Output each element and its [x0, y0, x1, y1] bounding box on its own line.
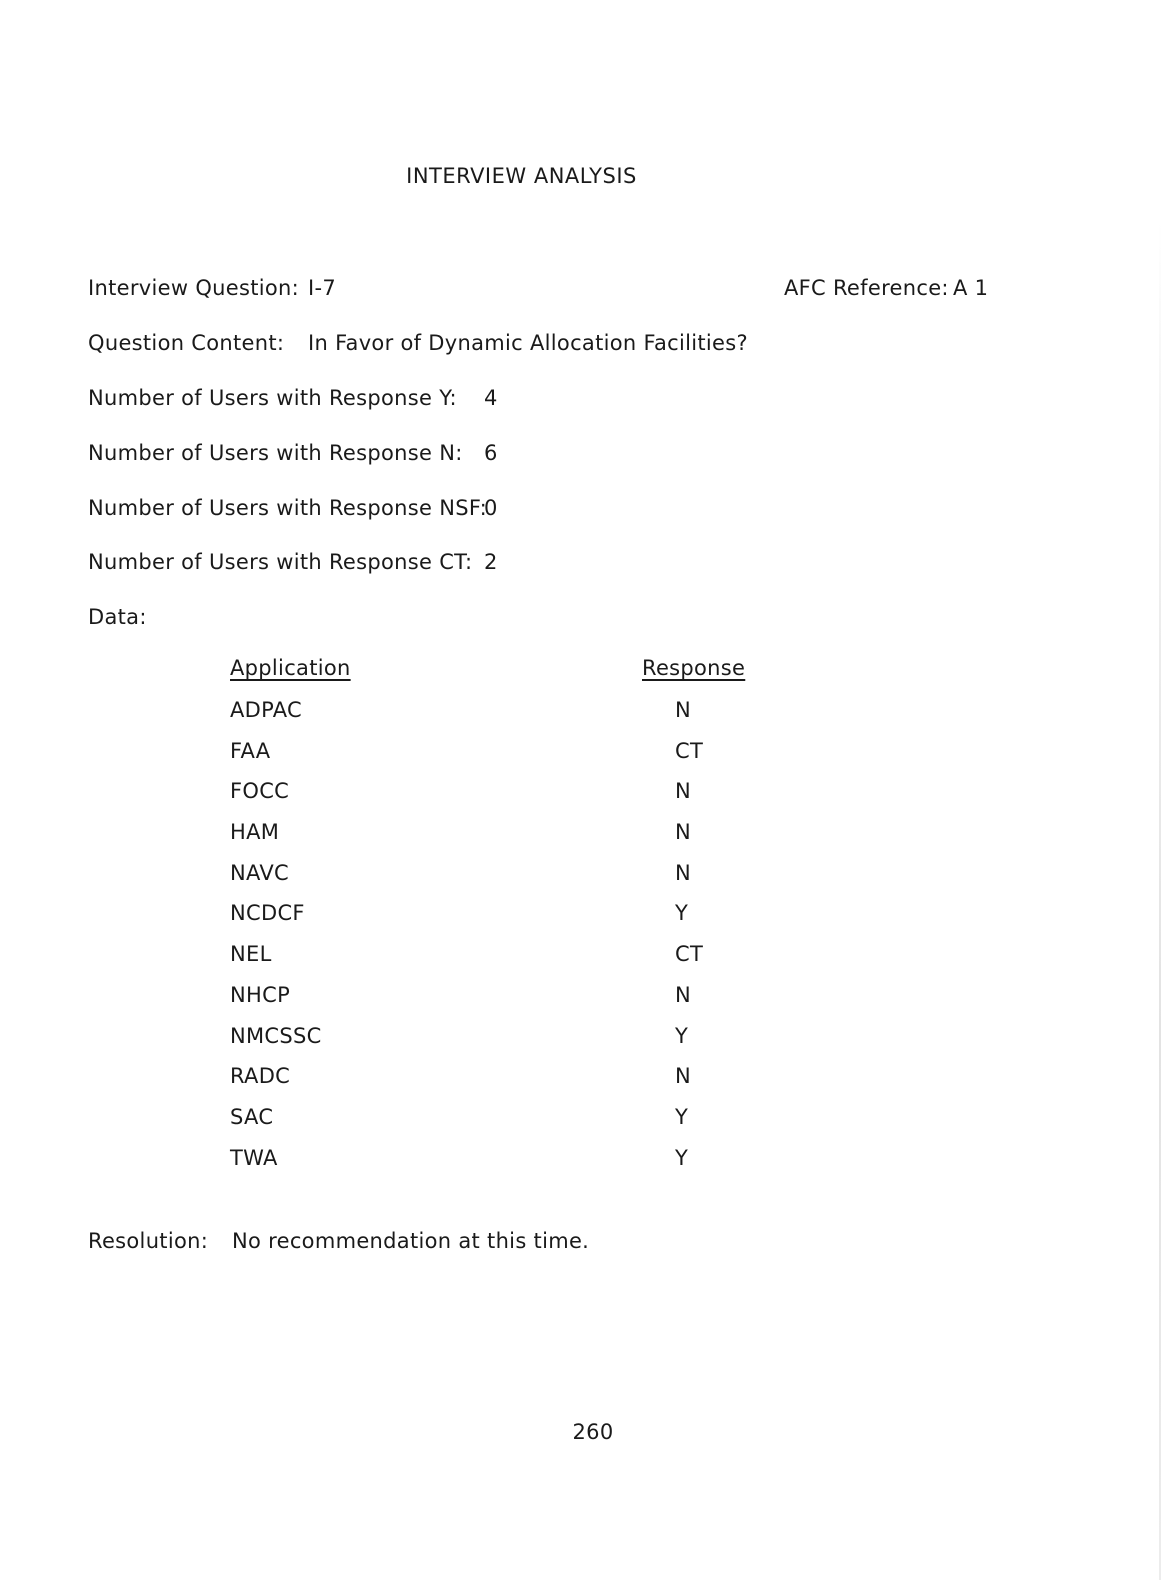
- table-row: [230, 940, 750, 981]
- count-label-n: Number of Users with Response N:: [88, 441, 463, 465]
- response-cell: Y: [675, 1145, 689, 1170]
- table-row: [230, 1022, 750, 1063]
- table-row: [230, 696, 750, 737]
- table-row: [230, 818, 750, 859]
- table-row: [230, 981, 750, 1022]
- question-content-label: Question Content:: [88, 331, 285, 355]
- column-header-application: Application: [230, 656, 351, 680]
- scan-edge-shadow: [1159, 220, 1161, 1580]
- response-cell: N: [675, 982, 692, 1007]
- application-cell: FAA: [230, 738, 271, 763]
- application-cell: FOCC: [230, 779, 290, 804]
- afc-reference-label: AFC Reference:: [784, 276, 949, 300]
- afc-reference-value: A 1: [953, 276, 989, 300]
- interview-question-value: I-7: [308, 276, 337, 300]
- application-cell: NMCSSC: [230, 1023, 322, 1048]
- data-label: Data:: [88, 605, 147, 629]
- count-value-n: 6: [484, 441, 498, 465]
- resolution-label: Resolution:: [88, 1229, 209, 1253]
- count-label-nsf: Number of Users with Response NSF:: [88, 496, 487, 520]
- table-row: [230, 1062, 750, 1103]
- table-row: [230, 1103, 750, 1144]
- count-value-ct: 2: [484, 550, 498, 574]
- response-cell: CT: [675, 942, 704, 967]
- count-value-nsf: 0: [484, 496, 498, 520]
- table-row: [230, 859, 750, 900]
- resolution-value: No recommendation at this time.: [232, 1229, 590, 1253]
- application-cell: ADPAC: [230, 698, 303, 722]
- count-label-y: Number of Users with Response Y:: [88, 386, 457, 410]
- response-cell: CT: [675, 738, 704, 763]
- table-row: [230, 777, 750, 818]
- application-cell: SAC: [230, 1104, 274, 1129]
- response-cell: Y: [675, 1023, 689, 1048]
- table-header: [230, 656, 750, 696]
- count-value-y: 4: [484, 386, 498, 410]
- interview-question-label: Interview Question:: [88, 276, 300, 300]
- response-cell: N: [675, 779, 692, 804]
- application-cell: NAVC: [230, 860, 289, 885]
- page-title: INTERVIEW ANALYSIS: [406, 164, 637, 188]
- table-row: [230, 1144, 750, 1185]
- page-number: 260: [572, 1420, 614, 1444]
- count-label-ct: Number of Users with Response CT:: [88, 550, 473, 574]
- application-cell: TWA: [230, 1145, 278, 1170]
- application-cell: NCDCF: [230, 901, 305, 926]
- application-cell: HAM: [230, 820, 280, 845]
- response-cell: N: [675, 698, 692, 722]
- question-content-value: In Favor of Dynamic Allocation Facilities?: [308, 331, 748, 355]
- response-cell: Y: [675, 901, 689, 926]
- application-cell: NHCP: [230, 982, 291, 1007]
- response-cell: N: [675, 1064, 692, 1089]
- table-row: [230, 737, 750, 778]
- table-row: [230, 899, 750, 940]
- application-cell: RADC: [230, 1064, 291, 1089]
- response-cell: Y: [675, 1104, 689, 1129]
- column-header-response: Response: [642, 656, 746, 680]
- responses-table: [230, 656, 750, 1184]
- response-cell: N: [675, 860, 692, 885]
- application-cell: NEL: [230, 942, 272, 967]
- response-cell: N: [675, 820, 692, 845]
